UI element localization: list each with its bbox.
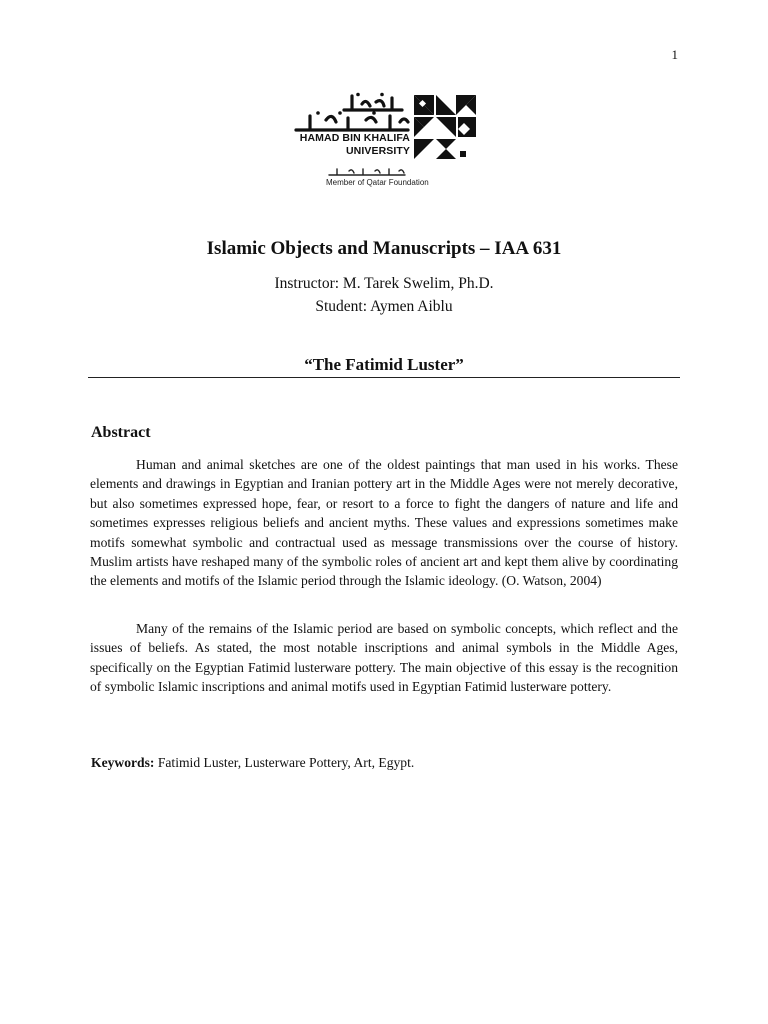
university-name-line2: UNIVERSITY (345, 145, 410, 157)
university-logo (290, 92, 480, 192)
member-of-qatar-foundation: Member of Qatar Foundation (326, 178, 429, 187)
abstract-paragraph-1: Human and animal sketches are one of the oldest paintings that man used in his works. These elements and drawings in Egyptian and Iranian pottery art in the Middle Ages were not merely decorative, but also sometimes expressed hope, fear, or resort to a force to fight the dangers of nature and life and sometimes expresses religious beliefs and ancient myths. These values and expressions sometimes make motifs somewhat symbolic and contractual used as message transmissions over the course of history. Muslim artists have reshaped many of the symbolic roles of ancient art and kept them alive by coordinating the elements and motifs of the Islamic period through the Islamic ideology. (O. Watson, 2004) (90, 457, 678, 589)
keywords-label: Keywords: (91, 755, 155, 770)
university-emblem-icon (414, 95, 476, 159)
title-divider (88, 377, 680, 378)
keywords-line (91, 755, 414, 771)
keywords-value: Fatimid Luster, Lusterware Pottery, Art, Egypt. (154, 755, 415, 770)
university-name-line1: HAMAD BIN KHALIFA (299, 132, 410, 144)
course-title: Islamic Objects and Manuscripts – IAA 631 (206, 238, 562, 259)
abstract-heading: Abstract (91, 424, 151, 441)
student-line: Student: Aymen Aiblu (315, 298, 453, 315)
instructor-line: Instructor: M. Tarek Swelim, Ph.D. (274, 275, 494, 292)
arabic-name-logotype (292, 92, 412, 136)
university-name-english (290, 132, 410, 158)
arabic-member-logotype (327, 166, 407, 178)
abstract-paragraph-2: Many of the remains of the Islamic period are based on symbolic concepts, which reflect and the issues of beliefs. As stated, the most notable inscriptions and animal symbols in the Middle Ages, specifically on the Egyptian Fatimid lusterware pottery. The main objective of this essay is the recognition of symbolic Islamic inscriptions and animal motifs used in Egyptian Fatimid lusterware pottery. (90, 621, 678, 695)
page-number: 1 (671, 47, 678, 62)
essay-title: “The Fatimid Luster” (304, 355, 464, 374)
